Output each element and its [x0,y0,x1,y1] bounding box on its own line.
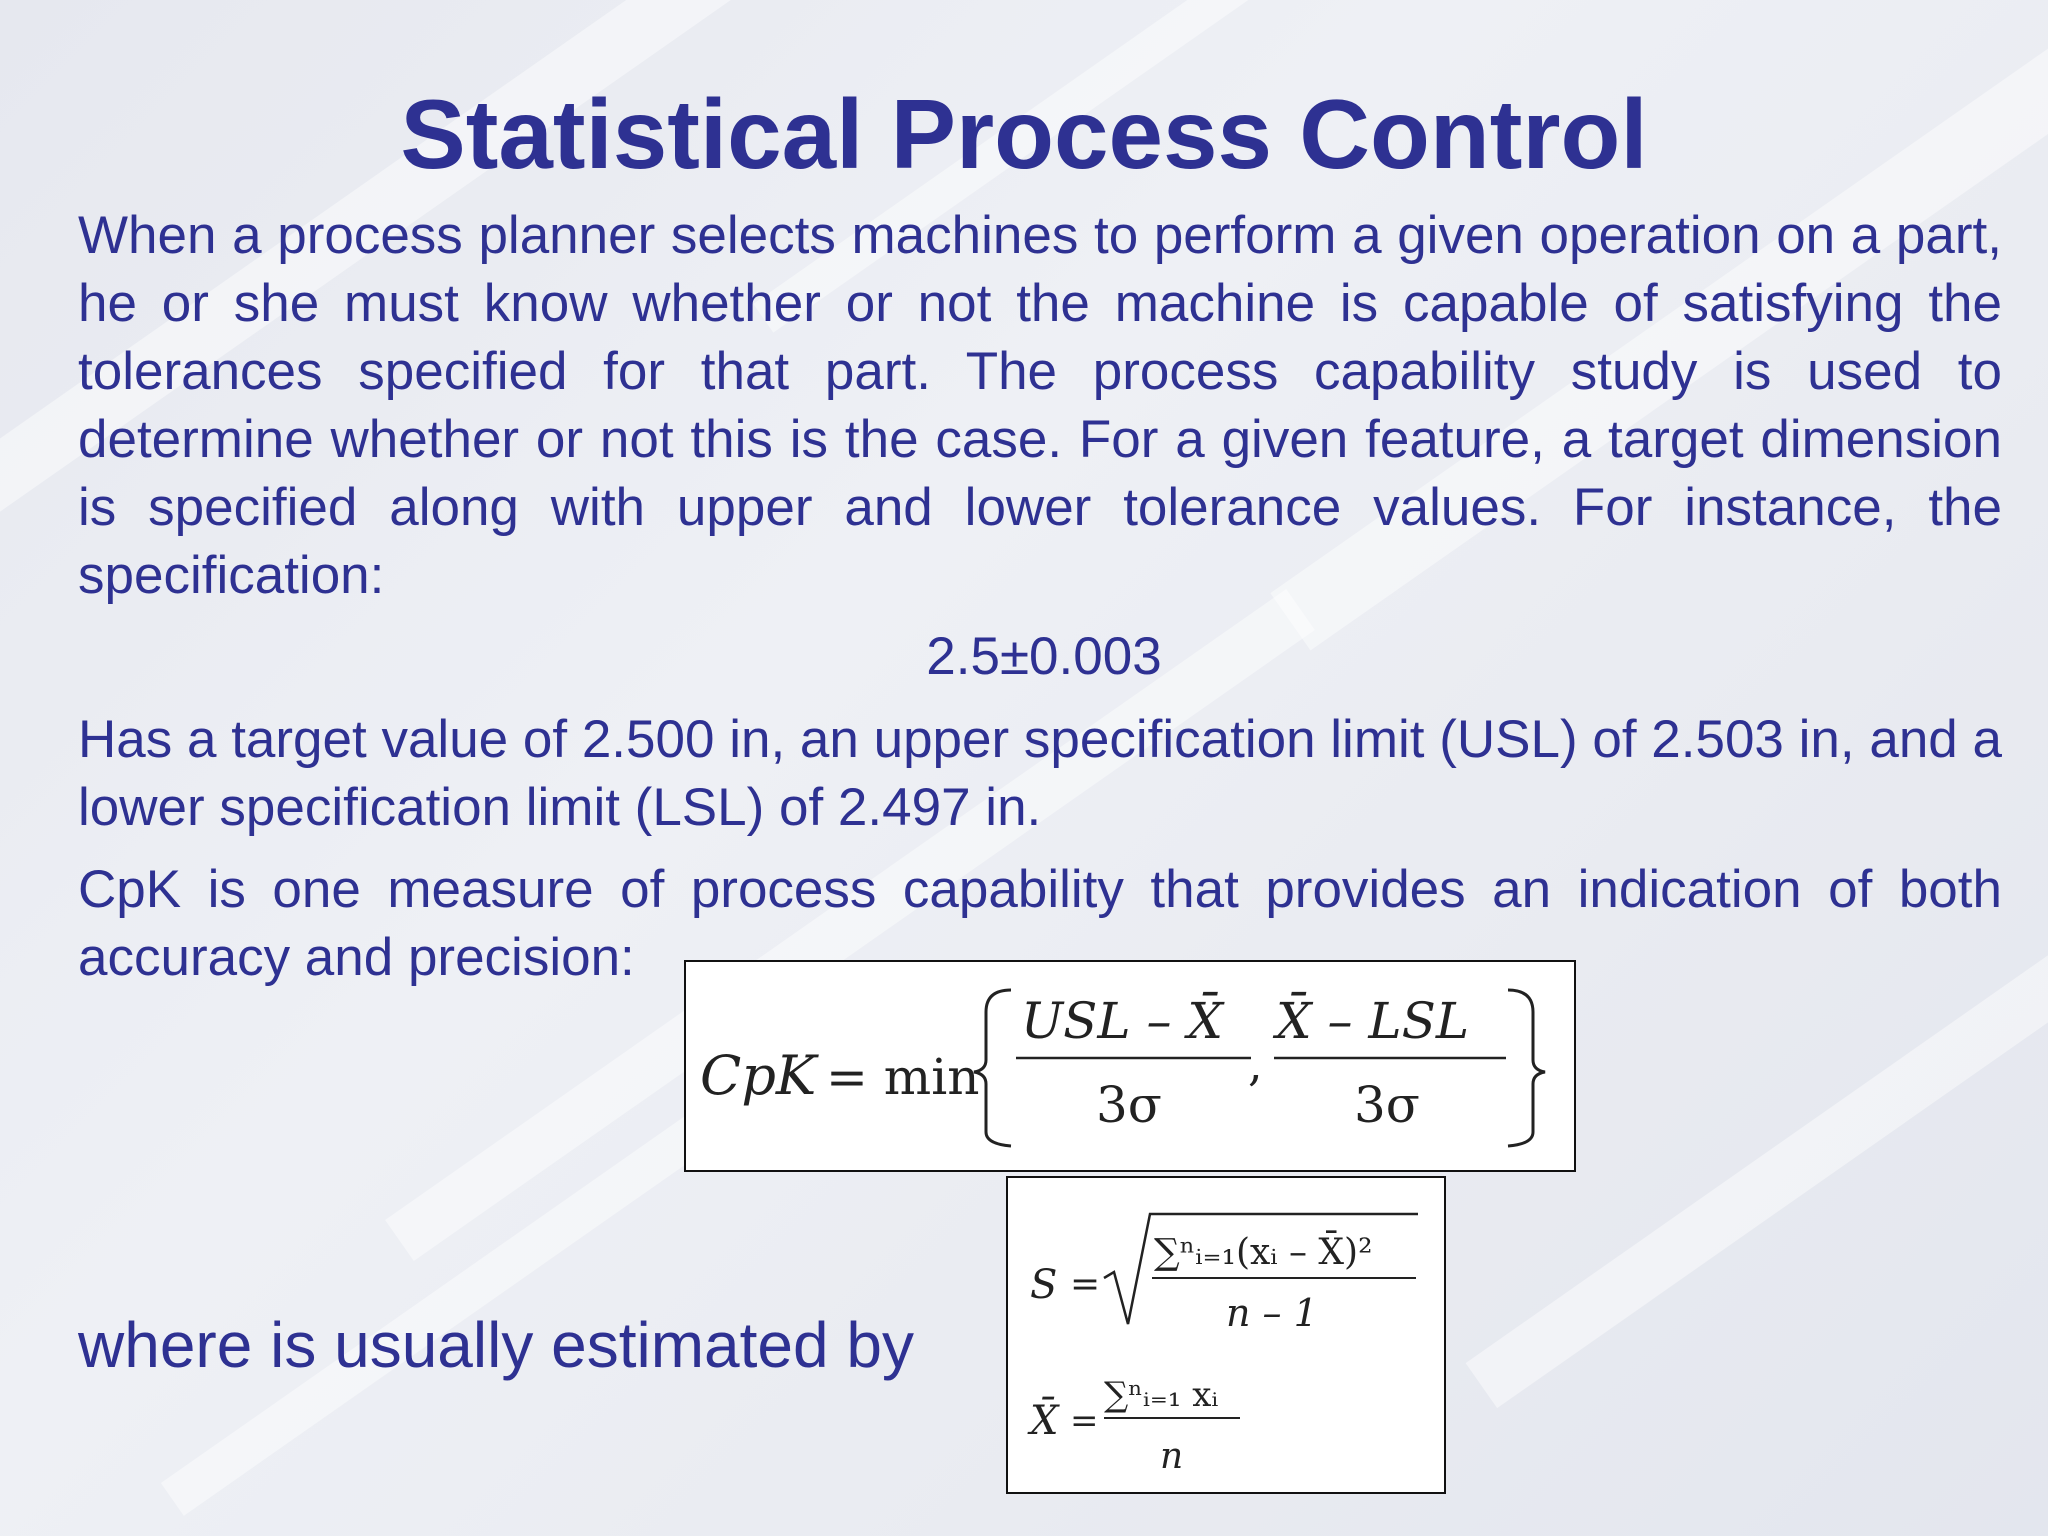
intro-paragraph: When a process planner selects machines to perform a given operation on a part, he or she must know whether or not the machine is capable of satisfying the tolerances specified for that part. The process capability study is used to determine whether or not this is the case. For a given feature, a target dimension is specified along with upper and lower tolerance values. For instance, the specification: [78,206,2002,605]
cpk-comma: , [1248,1037,1263,1091]
xbar-lhs: X̄ [1030,1398,1059,1444]
xbar-equals: = [1070,1401,1099,1441]
cpk-equals-min: = min [826,1048,980,1106]
cpk-formula-box [684,960,1576,1172]
estimator-formulas [1008,1178,1444,1492]
cpk-lhs: CpK [700,1044,817,1107]
cpk-paragraph: CpK is one measure of process capability that provides an indication of both accuracy and precision: [78,860,2002,987]
xbar-numerator: ∑ⁿᵢ₌₁ xᵢ [1104,1375,1219,1415]
cpk-formula [686,962,1574,1170]
estimator-formula-box [1006,1176,1446,1494]
where-text: where is usually estimated by [78,1309,914,1381]
cpk-numerator-1: USL – X̄ [1021,992,1223,1050]
s-denominator: n – 1 [1226,1291,1318,1335]
cpk-numerator-2: X̄ – LSL [1276,992,1470,1050]
specification-value: 2.5±0.003 [926,627,1162,686]
s-equals: = [1070,1264,1101,1305]
s-lhs: S [1030,1262,1058,1308]
s-numerator: ∑ⁿᵢ₌₁(xᵢ – X̄)² [1154,1232,1373,1273]
xbar-denominator: n [1160,1436,1184,1477]
limits-paragraph: Has a target value of 2.500 in, an upper specification limit (USL) of 2.503 in, and a lower specification limit (LSL) of 2.497 in. [78,710,2002,837]
slide-title: Statistical Process Control [400,79,1648,189]
cpk-denominator-2: 3σ [1354,1076,1420,1134]
cpk-denominator-1: 3σ [1096,1076,1162,1134]
